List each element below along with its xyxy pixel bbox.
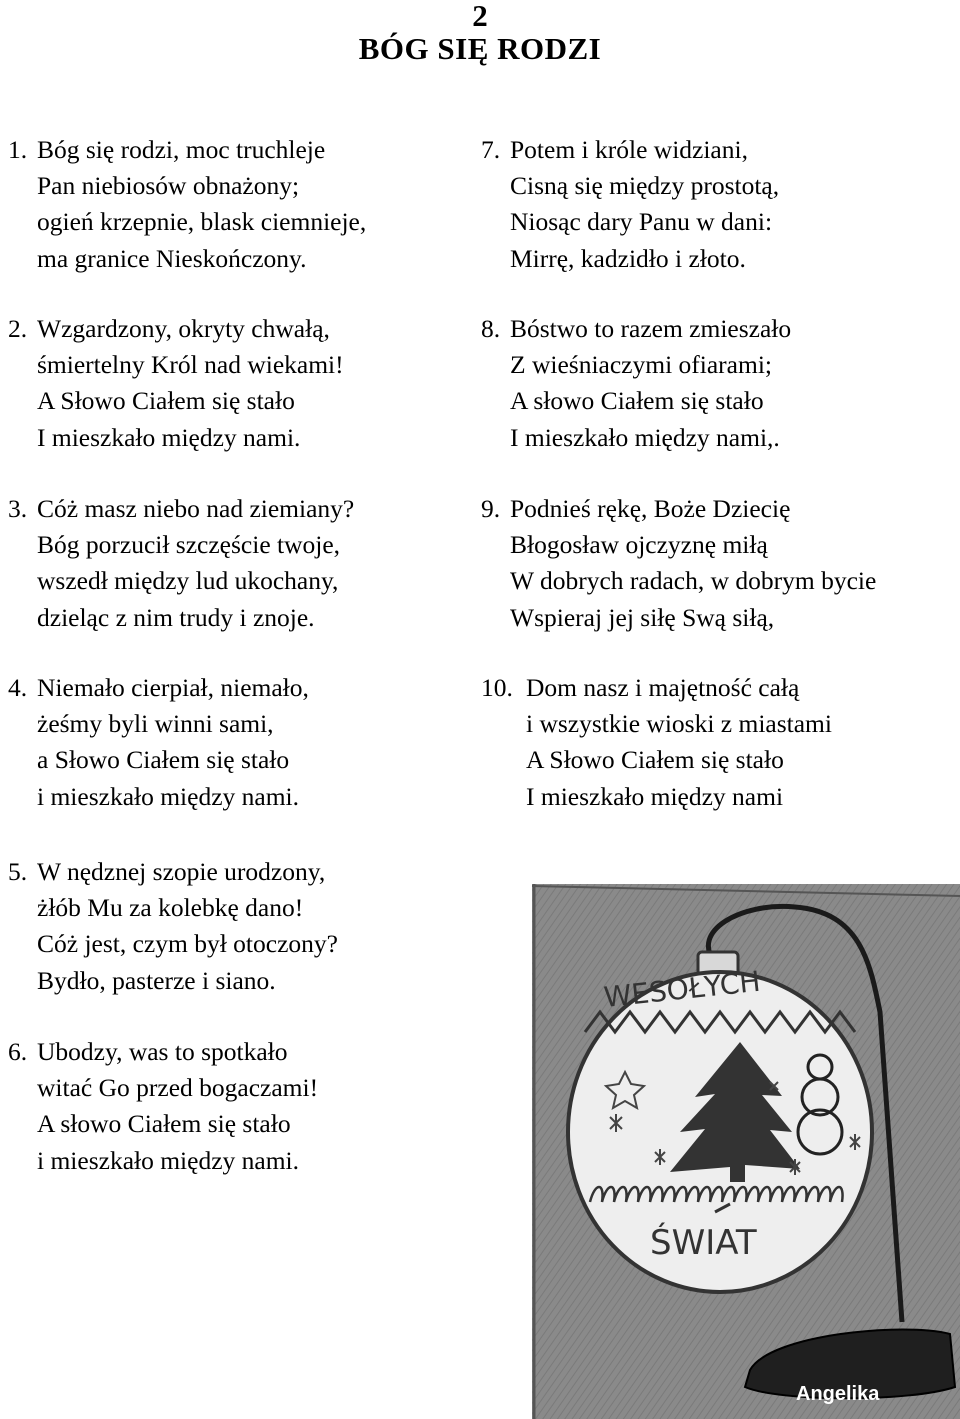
verse-7: [481, 132, 779, 277]
verse-line: dzieląc z nim trudy i znoje.: [37, 602, 315, 632]
verse-9: [481, 491, 876, 636]
song-title: BÓG SIĘ RODZI: [358, 31, 602, 66]
verse-line: witać Go przed bogaczami!: [37, 1073, 319, 1103]
verse-line: Wspieraj jej siłę Swą siłą,: [510, 602, 775, 632]
verse-8: [481, 311, 791, 456]
verse-2: [8, 311, 344, 456]
verse-line: Niemało cierpiał, niemało,: [37, 673, 309, 702]
ornament-text-top: WESOŁYCH: [602, 964, 762, 1014]
verse-line: Błogosław ojczyznę miłą: [510, 530, 768, 560]
verse-line: Z wieśniaczymi ofiarami;: [510, 350, 772, 380]
verse-line: Ubodzy, was to spotkało: [37, 1037, 288, 1066]
verse-line: A słowo Ciałem się stało: [510, 386, 764, 416]
verse-line: Bóstwo to razem zmieszało: [510, 314, 792, 343]
verse-line: Bóg się rodzi, moc truchleje: [37, 135, 326, 164]
verse-10: [481, 670, 832, 815]
verse-number: 10.: [481, 673, 513, 702]
verse-line: i mieszkało między nami.: [37, 781, 300, 811]
verse-line: a Słowo Ciałem się stało: [37, 745, 290, 775]
artist-signature: Angelika: [796, 1383, 880, 1405]
verse-6: [8, 1034, 318, 1179]
verse-line: i wszystkie wioski z miastami: [526, 709, 832, 739]
verse-number: 7.: [481, 135, 501, 164]
page-number: 2: [472, 0, 488, 33]
verse-line: A Słowo Ciałem się stało: [526, 745, 784, 775]
verse-5: [8, 854, 338, 999]
verse-line: śmiertelny Król nad wiekami!: [37, 350, 344, 380]
verse-line: A słowo Ciałem się stało: [37, 1109, 291, 1139]
verse-4: [8, 670, 309, 815]
verse-line: ogień krzepnie, blask ciemnieje,: [37, 207, 367, 237]
verse-line: żeśmy byli winni sami,: [37, 709, 274, 739]
verse-number: 4.: [8, 673, 28, 702]
verse-line: I mieszkało między nami,.: [510, 422, 780, 452]
verse-line: I mieszkało między nami.: [37, 422, 301, 452]
verse-line: Cisną się między prostotą,: [510, 171, 780, 201]
verse-line: Bóg porzucił szczęście twoje,: [37, 530, 341, 560]
verse-3: [8, 491, 354, 636]
verse-line: Wzgardzony, okryty chwałą,: [37, 314, 330, 343]
verse-number: 8.: [481, 314, 501, 343]
verse-number: 6.: [8, 1037, 28, 1066]
verse-1: [8, 132, 366, 277]
verse-line: Niosąc dary Panu w dani:: [510, 207, 773, 237]
verse-line: żłób Mu za kolebkę dano!: [37, 893, 304, 923]
verse-line: W nędznej szopie urodzony,: [37, 857, 326, 886]
verse-line: Pan niebiosów obnażony;: [37, 171, 300, 201]
verse-line: Mirrę, kadzidło i złoto.: [510, 243, 746, 273]
verse-line: Dom nasz i majętność całą: [526, 673, 800, 702]
verse-line: i mieszkało między nami.: [37, 1145, 300, 1175]
verse-number: 2.: [8, 314, 28, 343]
verse-number: 9.: [481, 494, 501, 523]
verse-line: Podnieś rękę, Boże Dziecię: [510, 494, 791, 523]
verse-number: 5.: [8, 857, 28, 886]
verse-number: 3.: [8, 494, 28, 523]
verse-number: 1.: [8, 135, 28, 164]
verse-line: ma granice Nieskończony.: [37, 243, 307, 273]
verse-line: A Słowo Ciałem się stało: [37, 386, 295, 416]
verse-line: Bydło, pasterze i siano.: [37, 965, 276, 995]
verse-line: I mieszkało między nami: [526, 781, 784, 811]
verse-line: wszedł między lud ukochany,: [37, 566, 339, 596]
ornament-drawing: [530, 882, 960, 1419]
verse-line: W dobrych radach, w dobrym bycie: [510, 566, 877, 596]
verse-line: Cóż masz niebo nad ziemiany?: [37, 494, 355, 523]
verse-line: Cóż jest, czym był otoczony?: [37, 929, 338, 959]
verse-line: Potem i króle widziani,: [510, 135, 748, 164]
ornament-text-bottom: ŚWIAT: [650, 1223, 757, 1263]
